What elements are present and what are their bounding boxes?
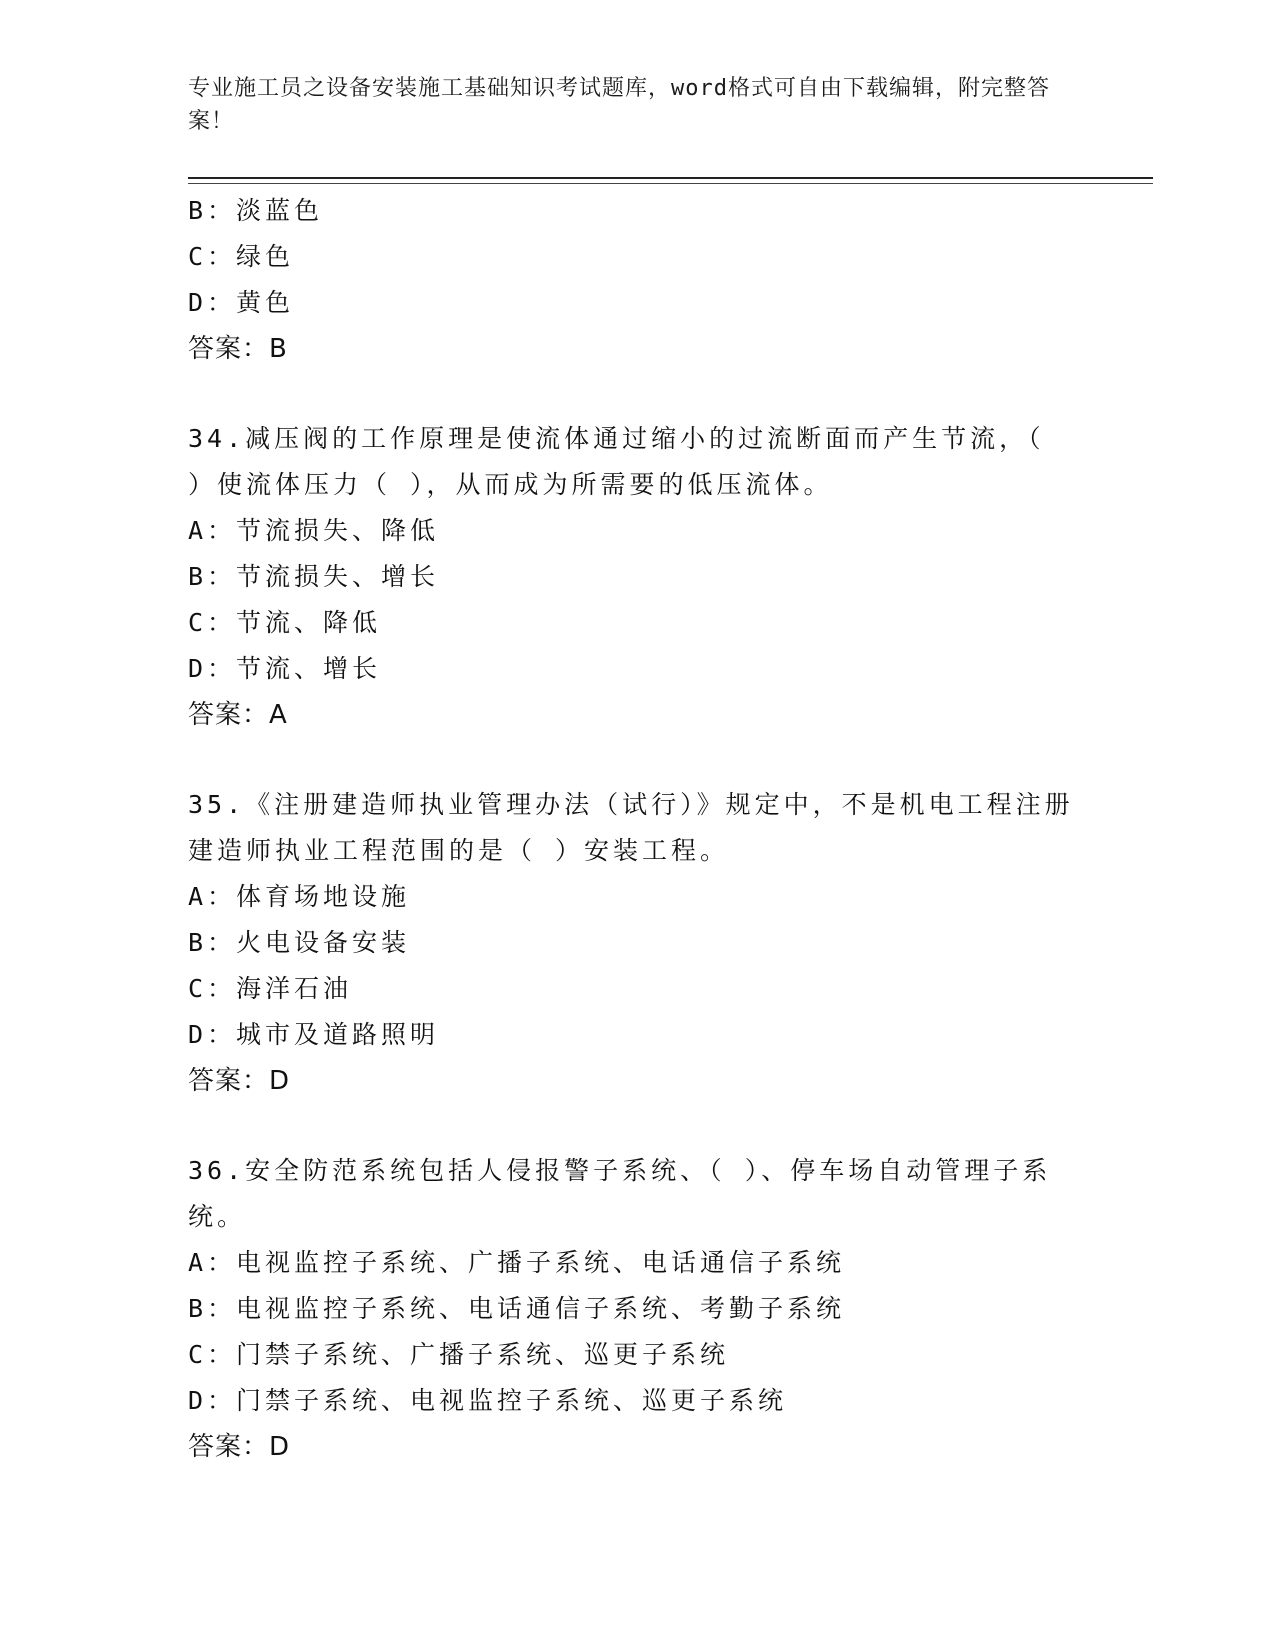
answer-label: 答案： bbox=[188, 1432, 270, 1462]
answer-value: B bbox=[269, 334, 288, 364]
option-d: D：黄色 bbox=[188, 288, 295, 317]
option-b: B：淡蓝色 bbox=[188, 196, 324, 225]
document-header: 专业施工员之设备安装施工基础知识考试题库，word格式可自由下载编辑，附完整答案！ bbox=[188, 76, 1050, 134]
option-a: A：电视监控子系统、广播子系统、电话通信子系统 bbox=[188, 1248, 846, 1277]
question-text-line-1: 36.安全防范系统包括人侵报警子系统、（ ）、停车场自动管理子系 bbox=[188, 1156, 1052, 1185]
question-text-line-2: ）使流体压力（ ），从而成为所需要的低压流体。 bbox=[188, 470, 833, 499]
question-33-continued bbox=[188, 188, 1088, 372]
answer-line bbox=[188, 1058, 1088, 1104]
question-36 bbox=[188, 1148, 1088, 1470]
header-divider-thick bbox=[188, 177, 1153, 179]
option-b: B：火电设备安装 bbox=[188, 928, 411, 957]
answer-value: A bbox=[269, 700, 288, 730]
answer-value: D bbox=[269, 1432, 291, 1462]
option-b: B：节流损失、增长 bbox=[188, 562, 440, 591]
option-d: D：城市及道路照明 bbox=[188, 1020, 440, 1049]
answer-line bbox=[188, 692, 1088, 738]
answer-line bbox=[188, 1424, 1088, 1470]
option-b: B：电视监控子系统、电话通信子系统、考勤子系统 bbox=[188, 1294, 846, 1323]
option-c: C：绿色 bbox=[188, 242, 295, 271]
option-a: A：节流损失、降低 bbox=[188, 516, 440, 545]
question-text-line-1: 35.《注册建造师执业管理办法（试行）》规定中，不是机电工程注册 bbox=[188, 790, 1074, 819]
question-text-line-1: 34.减压阀的工作原理是使流体通过缩小的过流断面而产生节流，（ bbox=[188, 424, 1045, 453]
question-35 bbox=[188, 782, 1088, 1104]
option-d: D：节流、增长 bbox=[188, 654, 382, 683]
option-a: A：体育场地设施 bbox=[188, 882, 411, 911]
header-divider-thin bbox=[188, 183, 1153, 184]
option-c: C：海洋石油 bbox=[188, 974, 353, 1003]
option-c: C：门禁子系统、广播子系统、巡更子系统 bbox=[188, 1340, 730, 1369]
option-d: D：门禁子系统、电视监控子系统、巡更子系统 bbox=[188, 1386, 788, 1415]
answer-value: D bbox=[269, 1066, 291, 1096]
question-list bbox=[188, 188, 1088, 1470]
question-text-line-2: 建造师执业工程范围的是（ ）安装工程。 bbox=[188, 836, 730, 865]
option-c: C：节流、降低 bbox=[188, 608, 382, 637]
question-text-line-2: 统。 bbox=[188, 1202, 247, 1231]
question-34 bbox=[188, 416, 1088, 738]
answer-label: 答案： bbox=[188, 334, 270, 364]
answer-label: 答案： bbox=[188, 1066, 270, 1096]
answer-line bbox=[188, 326, 1088, 372]
answer-label: 答案： bbox=[188, 700, 270, 730]
